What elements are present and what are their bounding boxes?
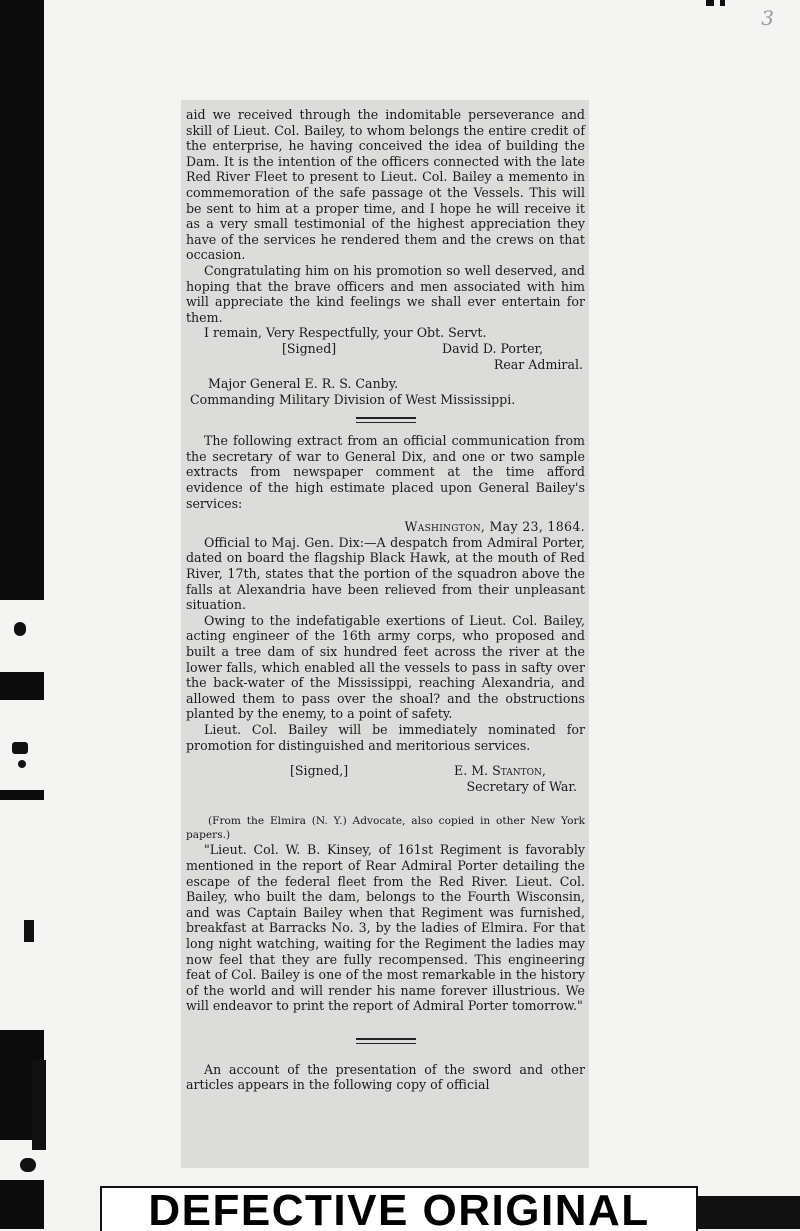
signature-row-2	[186, 763, 585, 779]
newspaper-quote: "Lieut. Col. W. B. Kinsey, of 161st Regiment is favorably mentioned in the report of Rear Admiral Porter detailing the escape of the federal fleet from the Red River. Lieut. Col. Bailey, who built the dam, belongs to the Fourth Wisconsin, and was Captain Bailey when that Regiment was furnished, breakfast at Barracks No. 3, by the ladies of Elmira. For that long night watching, waiting for the Regiment the ladies may now feel that they are fully recompensed. This engineering feat of Col. Bailey is one of the most remarkable in the history of the world and will render his name forever illustrious. We will endeavor to print the report of Admiral Porter tomorrow."	[186, 842, 585, 1014]
letter-closing: I remain, Very Respectfully, your Obt. Servt.	[204, 325, 487, 341]
dateline-date: May 23, 1864.	[489, 519, 585, 535]
scan-blot	[32, 1060, 46, 1150]
source-note: (From the Elmira (N. Y.) Advocate, also copied in other New York papers.)	[186, 815, 585, 842]
signature-row	[186, 341, 585, 357]
section-divider-2	[356, 1038, 416, 1044]
scan-blot	[14, 622, 26, 636]
signed-label-2: [Signed,]	[290, 763, 349, 779]
border-gap	[0, 600, 44, 672]
scan-speck	[720, 0, 725, 6]
signer-rank: Rear Admiral.	[493, 356, 583, 372]
scan-left-border	[0, 0, 44, 1229]
defective-original-banner: DEFECTIVE ORIGINAL	[100, 1186, 698, 1231]
dateline	[186, 519, 585, 535]
scan-blot	[20, 1158, 36, 1172]
dateline-city: Washington,	[404, 519, 486, 535]
scan-speck	[706, 0, 714, 6]
scan-blot	[12, 742, 28, 754]
border-gap	[0, 800, 44, 1030]
addressee-line-2: Commanding Military Division of West Mississippi.	[190, 391, 516, 407]
section-divider	[356, 417, 416, 423]
signer-name: David D. Porter,	[442, 340, 544, 356]
dispatch-paragraph-2: Owing to the indefatigable exertions of Lieut. Col. Bailey, acting engineer of the 16th army corps, who proposed and built a tree dam of six hundred feet across the river at the lower falls, which enabled all the vessels to pass in safty over the back-water of the Mississippi, reaching Alexandria, and allowed them to pass over the shoal? and the obstructions planted by the enemy, to a point of safety.	[186, 612, 585, 722]
intro-paragraph: The following extract from an official communication from the secretary of war to General Dix, and one or two sample extracts from newspaper comment at the time afford evidence of the high estimate placed upon General Bailey's services:	[186, 433, 585, 511]
scan-blot	[18, 760, 26, 768]
letter-paragraph-1: aid we received through the indomitable perseverance and skill of Lieut. Col. Bailey, to whom belongs the entire credit of the enterprise, he having conceived the idea of building the Dam. It is the intention of the officers connected with the late Red River Fleet to present to Lieut. Col. Bailey a memento in commemoration of the safe passage ot the Vessels. This will be sent to him at a proper time, and I hope he will receive it as a very small testimonial of the highest appreciation they have of the services he rendered them and the crews on that occasion.	[186, 107, 585, 263]
letter-paragraph-2: Congratulating him on his promotion so well deserved, and hoping that the brave officers and men associated with him will appreciate the kind feelings we shall ever entertain for them.	[186, 262, 585, 325]
addressee-line-1: Major General E. R. S. Canby.	[208, 376, 399, 392]
page-number-mark: 3	[761, 6, 774, 30]
signer-2-name: E. M. Stanton,	[454, 763, 546, 779]
dispatch-paragraph-1: Official to Maj. Gen. Dix:—A despatch from Admiral Porter, dated on board the flagship Black Hawk, at the mouth of Red River, 17th, states that the portion of the squadron above the falls at Alexandria have been relieved from their unpleasant situation.	[186, 534, 585, 613]
signer-2-title: Secretary of War.	[466, 778, 577, 794]
signed-label: [Signed]	[282, 340, 337, 356]
final-paragraph: An account of the presentation of the sword and other articles appears in the following copy of official	[186, 1061, 585, 1093]
scan-blot	[694, 1196, 800, 1229]
dispatch-paragraph-3: Lieut. Col. Bailey will be immediately nominated for promotion for distinguished and meritorious services.	[186, 721, 585, 753]
scan-blot	[24, 920, 34, 942]
clipping-column	[181, 100, 589, 1168]
